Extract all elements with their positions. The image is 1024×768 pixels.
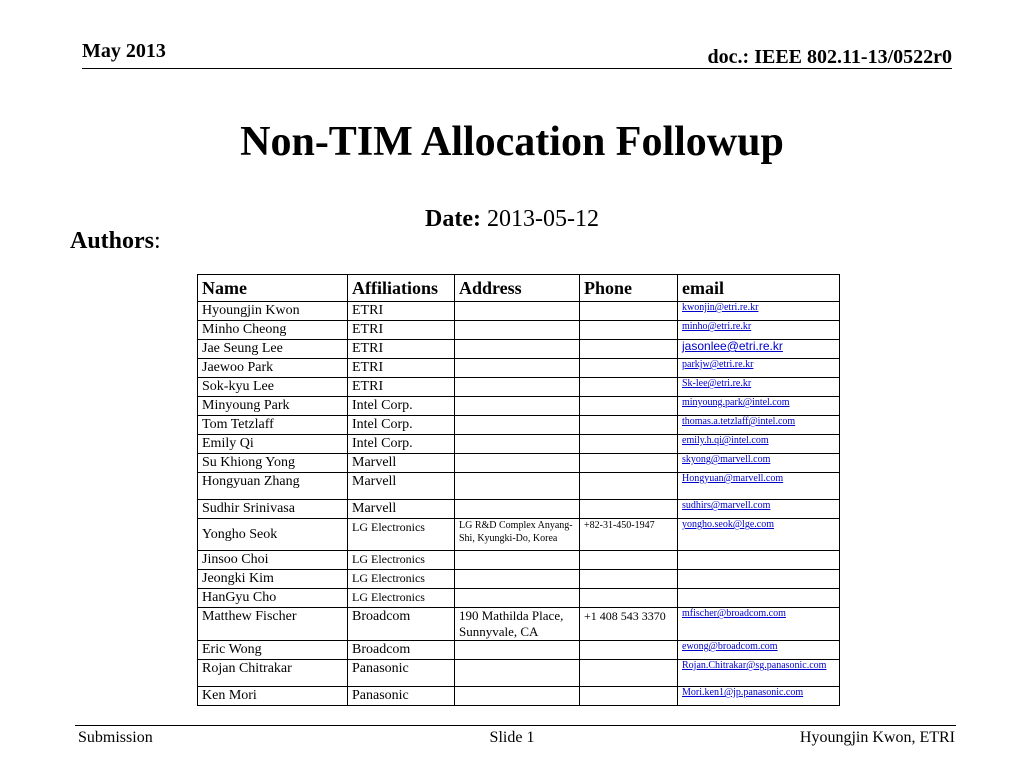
author-email-cell (678, 608, 840, 641)
email-link[interactable]: Mori.ken1@jp.panasonic.com (682, 687, 804, 698)
footer-divider (75, 725, 956, 726)
author-name: Su Khiong Yong (198, 454, 348, 473)
author-email-cell (678, 473, 840, 500)
author-address (455, 359, 580, 378)
author-phone (580, 321, 678, 340)
author-email-cell (678, 660, 840, 687)
author-address (455, 454, 580, 473)
author-name: Minho Cheong (198, 321, 348, 340)
author-affiliation: ETRI (348, 340, 455, 359)
table-row (198, 641, 840, 660)
author-email-cell (678, 321, 840, 340)
author-phone: +1 408 543 3370 (580, 608, 678, 641)
table-row (198, 340, 840, 359)
author-phone (580, 660, 678, 687)
author-phone (580, 359, 678, 378)
author-email-cell (678, 454, 840, 473)
author-affiliation: LG Electronics (348, 519, 455, 551)
author-phone (580, 435, 678, 454)
slide-title: Non-TIM Allocation Followup (240, 119, 784, 165)
author-address (455, 660, 580, 687)
date-label: Date: (425, 206, 481, 232)
author-affiliation: LG Electronics (348, 570, 455, 589)
author-name: Matthew Fischer (198, 608, 348, 641)
author-name: Jinsoo Choi (198, 551, 348, 570)
author-phone (580, 551, 678, 570)
author-affiliation: Intel Corp. (348, 416, 455, 435)
author-name: Jeongki Kim (198, 570, 348, 589)
header-date: May 2013 (82, 40, 166, 62)
author-address (455, 397, 580, 416)
author-affiliation: Marvell (348, 500, 455, 519)
author-name: Sok-kyu Lee (198, 378, 348, 397)
author-address (455, 302, 580, 321)
author-email-cell (678, 570, 840, 589)
author-affiliation: Broadcom (348, 641, 455, 660)
author-phone (580, 500, 678, 519)
email-link[interactable]: minyoung.park@intel.com (682, 397, 790, 408)
table-row (198, 570, 840, 589)
table-row (198, 454, 840, 473)
authors-label: Authors (70, 228, 155, 254)
table-row (198, 551, 840, 570)
author-address (455, 378, 580, 397)
author-name: Hyoungjin Kwon (198, 302, 348, 321)
author-phone (580, 641, 678, 660)
author-address (455, 641, 580, 660)
email-link[interactable]: ewong@broadcom.com (682, 641, 778, 652)
table-row (198, 359, 840, 378)
email-link[interactable]: sudhirs@marvell.com (682, 500, 771, 511)
email-link[interactable]: Sk-lee@etri.re.kr (682, 378, 752, 389)
table-row (198, 500, 840, 519)
table-row (198, 519, 840, 551)
email-link[interactable]: jasonlee@etri.re.kr (682, 339, 783, 353)
author-affiliation: ETRI (348, 359, 455, 378)
column-header-phone: Phone (580, 275, 678, 302)
author-address (455, 473, 580, 500)
author-phone (580, 687, 678, 706)
author-name: Eric Wong (198, 641, 348, 660)
email-link[interactable]: Rojan.Chitrakar@sg.panasonic.com (682, 660, 827, 671)
author-affiliation: Marvell (348, 454, 455, 473)
author-address (455, 321, 580, 340)
author-affiliation: Intel Corp. (348, 435, 455, 454)
table-row (198, 473, 840, 500)
date-value: 2013-05-12 (486, 206, 599, 232)
author-email-cell (678, 340, 840, 359)
author-affiliation: ETRI (348, 378, 455, 397)
email-link[interactable]: mfischer@broadcom.com (682, 608, 786, 619)
author-address: 190 Mathilda Place, Sunnyvale, CA (455, 608, 580, 641)
author-affiliation: Panasonic (348, 687, 455, 706)
table-row (198, 321, 840, 340)
email-link[interactable]: parkjw@etri.re.kr (682, 359, 754, 370)
author-affiliation: LG Electronics (348, 551, 455, 570)
author-email-cell (678, 500, 840, 519)
author-name: Jae Seung Lee (198, 340, 348, 359)
author-name: Hongyuan Zhang (198, 473, 348, 500)
author-name: Rojan Chitrakar (198, 660, 348, 687)
column-header-address: Address (455, 275, 580, 302)
author-name: Sudhir Srinivasa (198, 500, 348, 519)
author-address (455, 551, 580, 570)
author-name: Ken Mori (198, 687, 348, 706)
column-header-affiliations: Affiliations (348, 275, 455, 302)
table-row (198, 608, 840, 641)
author-phone (580, 570, 678, 589)
author-phone (580, 473, 678, 500)
author-affiliation: Intel Corp. (348, 397, 455, 416)
table-row (198, 416, 840, 435)
email-link[interactable]: minho@etri.re.kr (682, 321, 752, 332)
author-email-cell (678, 397, 840, 416)
author-address (455, 340, 580, 359)
author-affiliation: LG Electronics (348, 589, 455, 608)
author-address (455, 589, 580, 608)
author-email-cell (678, 641, 840, 660)
author-name: Emily Qi (198, 435, 348, 454)
author-name: Tom Tetzlaff (198, 416, 348, 435)
author-email-cell (678, 435, 840, 454)
author-phone: +82-31-450-1947 (580, 519, 678, 551)
author-email-cell (678, 551, 840, 570)
author-phone (580, 416, 678, 435)
authors-colon: : (154, 228, 161, 254)
author-email-cell (678, 416, 840, 435)
author-phone (580, 302, 678, 321)
author-email-cell (678, 589, 840, 608)
author-affiliation: ETRI (348, 321, 455, 340)
author-address (455, 435, 580, 454)
table-row (198, 660, 840, 687)
author-email-cell (678, 687, 840, 706)
footer-slide-number: Slide 1 (489, 729, 535, 746)
author-name: Minyoung Park (198, 397, 348, 416)
author-phone (580, 454, 678, 473)
column-header-email: email (678, 275, 840, 302)
author-address: LG R&D Complex Anyang-Shi, Kyungki-Do, Korea (455, 519, 580, 551)
author-address (455, 416, 580, 435)
author-email-cell (678, 519, 840, 551)
author-address (455, 500, 580, 519)
footer-submission: Submission (78, 729, 153, 746)
author-email-cell (678, 378, 840, 397)
author-affiliation: ETRI (348, 302, 455, 321)
email-link[interactable]: yongho.seok@lge.com (682, 519, 774, 530)
author-affiliation: Marvell (348, 473, 455, 500)
table-row (198, 378, 840, 397)
email-link[interactable]: Hongyuan@marvell.com (682, 473, 784, 484)
authors-table (197, 274, 840, 706)
author-phone (580, 589, 678, 608)
author-address (455, 570, 580, 589)
email-link[interactable]: emily.h.qi@intel.com (682, 435, 769, 446)
email-link[interactable]: thomas.a.tetzlaff@intel.com (682, 416, 796, 427)
author-phone (580, 378, 678, 397)
table-row (198, 397, 840, 416)
header-doc-id: doc.: IEEE 802.11-13/0522r0 (707, 46, 952, 68)
author-name: Yongho Seok (198, 519, 348, 551)
table-row (198, 589, 840, 608)
authors-heading (70, 228, 161, 255)
author-phone (580, 340, 678, 359)
table-row (198, 302, 840, 321)
author-affiliation: Broadcom (348, 608, 455, 641)
email-link[interactable]: kwonjin@etri.re.kr (682, 302, 759, 313)
table-row (198, 435, 840, 454)
author-name: HanGyu Cho (198, 589, 348, 608)
footer-author: Hyoungjin Kwon, ETRI (799, 729, 955, 746)
author-name: Jaewoo Park (198, 359, 348, 378)
author-email-cell (678, 302, 840, 321)
header-divider (82, 68, 952, 69)
author-affiliation: Panasonic (348, 660, 455, 687)
table-row (198, 687, 840, 706)
author-phone (580, 397, 678, 416)
author-address (455, 687, 580, 706)
column-header-name: Name (198, 275, 348, 302)
email-link[interactable]: skyong@marvell.com (682, 454, 771, 465)
author-email-cell (678, 359, 840, 378)
